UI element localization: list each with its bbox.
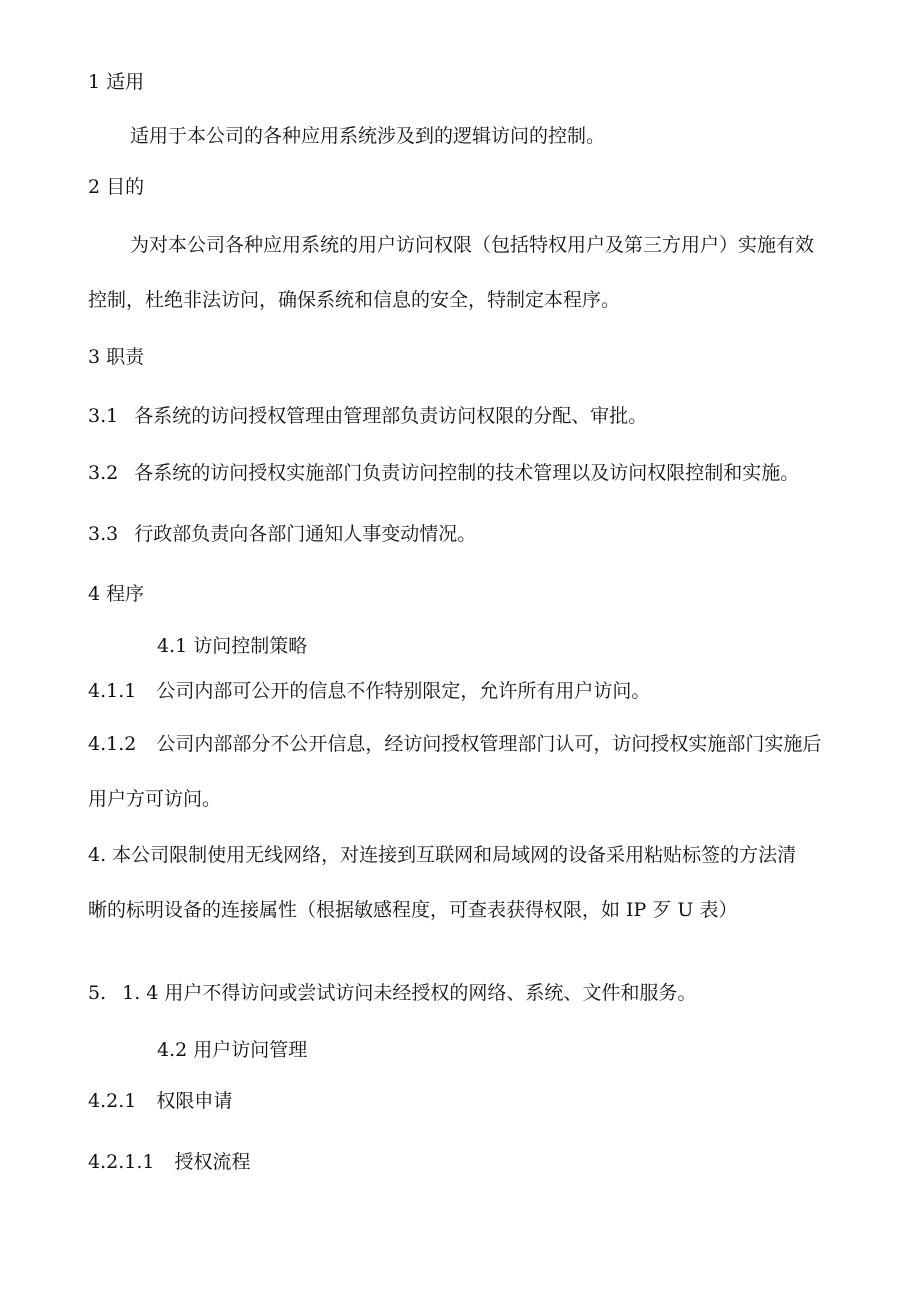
clause-4-2-1-1 [88, 1150, 251, 1174]
section-heading-4: 4 程序 [88, 583, 145, 605]
clause-number: 4.1.1 [88, 680, 137, 702]
section-heading-3: 3 职责 [88, 346, 145, 368]
subsection-heading-4-2: 4.2 用户访问管理 [157, 1039, 308, 1061]
subsection-heading-4-1: 4.1 访问控制策略 [157, 635, 308, 657]
clause-3-3 [88, 522, 476, 546]
clause-number: 3.1 [88, 405, 119, 427]
section-1-body: 适用于本公司的各种应用系统涉及到的逻辑访问的控制。 [130, 125, 606, 147]
clause-3-1 [88, 404, 647, 428]
clause-4-1-2-line-2: 用户方可访问。 [88, 788, 222, 810]
clause-number: 5. [88, 982, 107, 1004]
section-heading-2: 2 目的 [88, 176, 145, 198]
clause-4-1-1 [88, 679, 650, 703]
section-heading-1: 1 适用 [88, 71, 145, 93]
clause-text: 各系统的访问授权管理由管理部负责访问权限的分配、审批。 [134, 405, 648, 427]
clause-5 [88, 981, 696, 1005]
clause-text: 公司内部部分不公开信息，经访问授权管理部门认可，访问授权实施部门实施后 [156, 733, 822, 755]
clause-text: 行政部负责向各部门通知人事变动情况。 [134, 523, 477, 545]
clause-4-2-1 [88, 1089, 232, 1113]
clause-3-2 [88, 461, 799, 485]
clause-4-line-1 [88, 843, 796, 867]
clause-4-1-2-line-1 [88, 732, 821, 756]
clause-number: 4.1.2 [88, 733, 137, 755]
clause-number: 4.2.1 [88, 1090, 137, 1112]
clause-text: 本公司限制使用无线网络，对连接到互联网和局域网的设备采用粘贴标签的方法清 [112, 844, 797, 866]
clause-text: 权限申请 [156, 1090, 233, 1112]
clause-text: 授权流程 [174, 1151, 251, 1173]
clause-text: 1. 4 用户不得访问或尝试访问未经授权的网络、系统、文件和服务。 [122, 982, 697, 1004]
clause-4-line-2: 晰的标明设备的连接属性（根据敏感程度，可查表获得权限，如 IP 歹 U 表） [88, 899, 738, 921]
clause-text: 公司内部可公开的信息不作特别限定，允许所有用户访问。 [156, 680, 651, 702]
clause-number: 3.3 [88, 523, 119, 545]
clause-number: 3.2 [88, 462, 119, 484]
section-2-body-line-2: 控制，杜绝非法访问，确保系统和信息的安全，特制定本程序。 [88, 289, 621, 311]
section-2-body-line-1: 为对本公司各种应用系统的用户访问权限（包括特权用户及第三方用户）实施有效 [130, 234, 815, 256]
clause-text: 各系统的访问授权实施部门负责访问控制的技术管理以及访问权限控制和实施。 [134, 462, 800, 484]
clause-number: 4.2.1.1 [88, 1151, 155, 1173]
clause-number: 4. [88, 844, 107, 866]
